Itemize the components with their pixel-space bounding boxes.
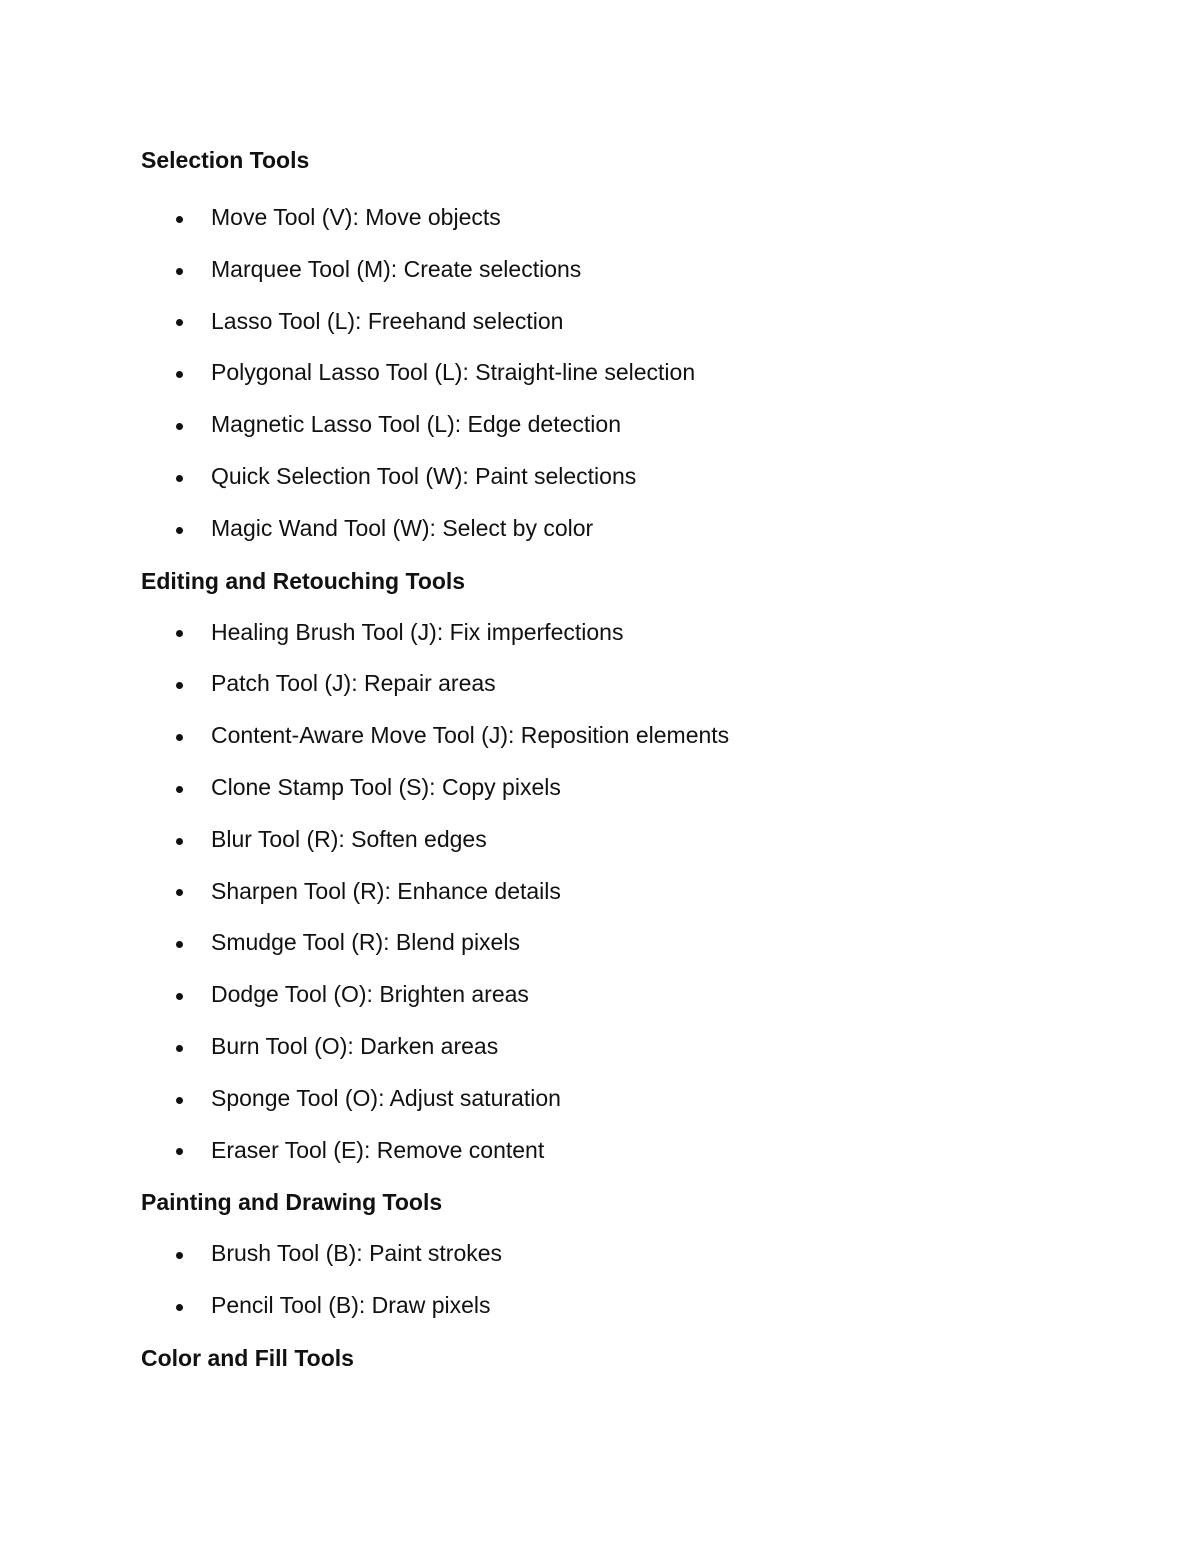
- bullet-icon: [176, 734, 183, 741]
- list-item: [141, 296, 1121, 348]
- document-body: [141, 140, 1121, 1384]
- bullet-icon: [176, 889, 183, 896]
- list-item-text: Dodge Tool (O): Brighten areas: [211, 981, 529, 1008]
- list-item-text: Clone Stamp Tool (S): Copy pixels: [211, 773, 561, 800]
- bullet-icon: [176, 423, 183, 430]
- bullet-icon: [176, 475, 183, 482]
- list-item-text: Quick Selection Tool (W): Paint selections: [211, 462, 637, 489]
- list-item-text: Content-Aware Move Tool (J): Reposition elements: [211, 722, 730, 749]
- list-item-text: Burn Tool (O): Darken areas: [211, 1032, 499, 1059]
- list-item-text: Blur Tool (R): Soften edges: [211, 825, 487, 852]
- list-item: [141, 451, 1121, 503]
- list-item: [141, 866, 1121, 918]
- bullet-icon: [176, 630, 183, 637]
- bullet-icon: [176, 993, 183, 1000]
- bullet-icon: [176, 941, 183, 948]
- list-item: [141, 607, 1121, 659]
- list-item: [141, 1228, 1121, 1280]
- bullet-icon: [176, 682, 183, 689]
- bullet-icon: [176, 319, 183, 326]
- list-item-text: Eraser Tool (E): Remove content: [211, 1136, 545, 1163]
- list-item: [141, 244, 1121, 296]
- list-item: [141, 762, 1121, 814]
- list-item: [141, 1021, 1121, 1073]
- list-item: [141, 710, 1121, 762]
- list-item: [141, 1125, 1121, 1177]
- list-item-text: Marquee Tool (M): Create selections: [211, 255, 582, 282]
- editing-retouching-tools-list: [141, 607, 1121, 1177]
- list-item-text: Smudge Tool (R): Blend pixels: [211, 929, 520, 956]
- list-item: [141, 399, 1121, 451]
- section-heading-color-fill-tools: Color and Fill Tools: [141, 1344, 354, 1371]
- list-item-text: Brush Tool (B): Paint strokes: [211, 1240, 503, 1267]
- list-item: [141, 814, 1121, 866]
- selection-tools-list: [141, 192, 1121, 555]
- list-item-text: Patch Tool (J): Repair areas: [211, 670, 496, 697]
- section-heading-selection-tools: Selection Tools: [141, 147, 310, 173]
- bullet-icon: [176, 1304, 183, 1311]
- list-item-text: Polygonal Lasso Tool (L): Straight-line selection: [211, 359, 696, 386]
- bullet-icon: [176, 1252, 183, 1259]
- painting-drawing-tools-list: [141, 1228, 1121, 1332]
- bullet-icon: [176, 1097, 183, 1104]
- bullet-icon: [176, 268, 183, 275]
- bullet-icon: [176, 838, 183, 845]
- section-heading-painting-drawing-tools: Painting and Drawing Tools: [141, 1189, 443, 1216]
- bullet-icon: [176, 527, 183, 534]
- bullet-icon: [176, 1148, 183, 1155]
- list-item-text: Sharpen Tool (R): Enhance details: [211, 877, 561, 904]
- list-item: [141, 347, 1121, 399]
- bullet-icon: [176, 786, 183, 793]
- list-item: [141, 969, 1121, 1021]
- list-item-text: Move Tool (V): Move objects: [211, 204, 501, 230]
- list-item-text: Magnetic Lasso Tool (L): Edge detection: [211, 411, 621, 438]
- list-item: [141, 1280, 1121, 1332]
- list-item: [141, 192, 1121, 244]
- bullet-icon: [176, 216, 183, 223]
- section-heading-editing-retouching-tools: Editing and Retouching Tools: [141, 567, 466, 594]
- bullet-icon: [176, 371, 183, 378]
- bullet-icon: [176, 1045, 183, 1052]
- list-item: [141, 917, 1121, 969]
- list-item: [141, 1073, 1121, 1125]
- list-item-text: Sponge Tool (O): Adjust saturation: [211, 1084, 561, 1111]
- list-item-text: Lasso Tool (L): Freehand selection: [211, 307, 564, 334]
- list-item: [141, 503, 1121, 555]
- list-item-text: Pencil Tool (B): Draw pixels: [211, 1292, 491, 1319]
- list-item: [141, 658, 1121, 710]
- list-item-text: Healing Brush Tool (J): Fix imperfections: [211, 618, 624, 645]
- list-item-text: Magic Wand Tool (W): Select by color: [211, 514, 594, 541]
